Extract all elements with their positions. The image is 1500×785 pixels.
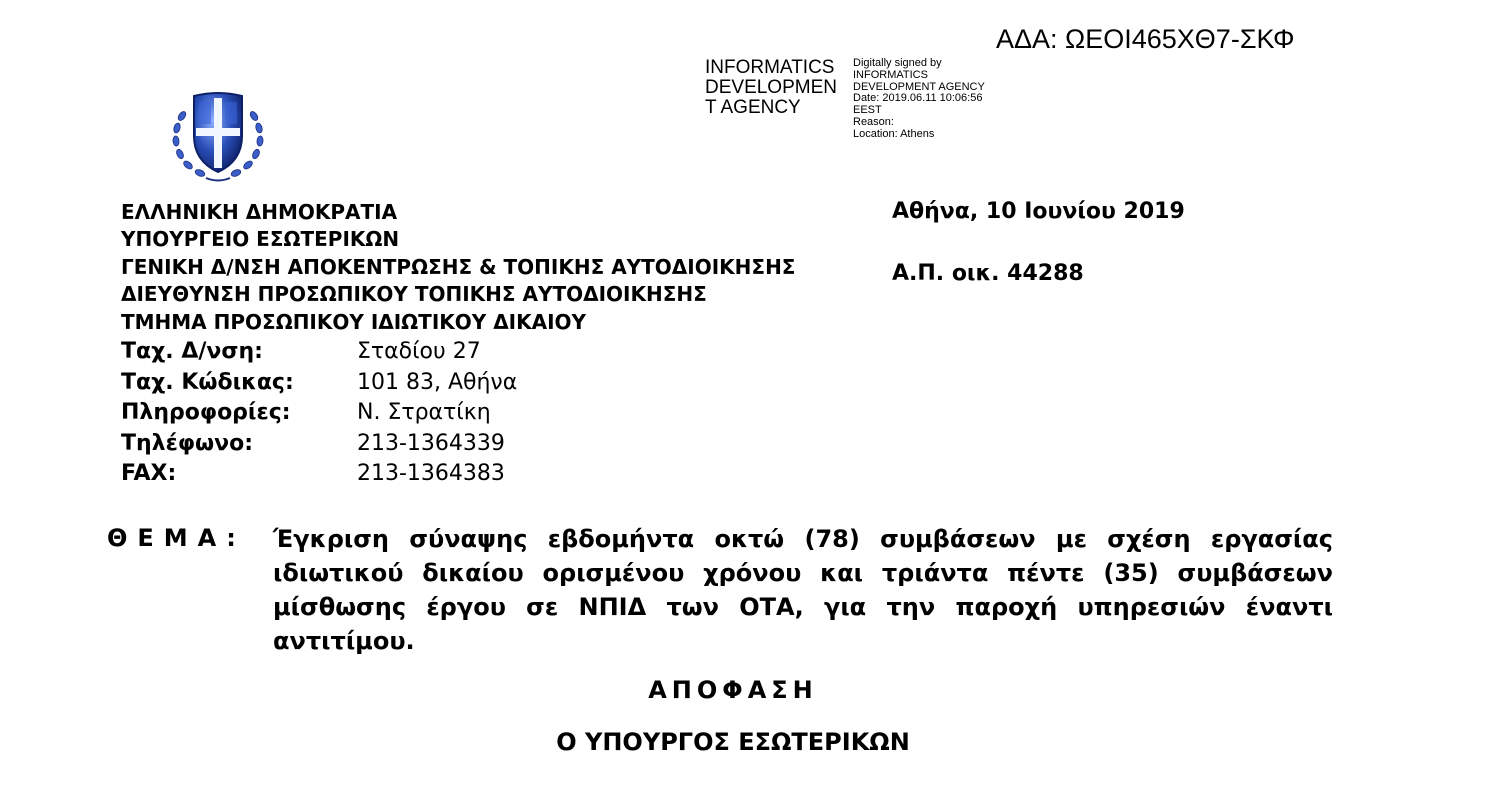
contact-value: 213-1364339 — [357, 430, 505, 456]
header-line: ΕΛΛΗΝΙΚΗ ΔΗΜΟΚΡΑΤΙΑ — [121, 200, 398, 224]
subject-text: Έγκριση σύναψης εβδομήντα οκτώ (78) συμβάσεων με σχέση εργασίας ιδιωτικού δικαίου ορισμένου χρόνου και τριάντα πέντε (35) συμβάσεων μίσθωσης έργου σε ΝΠΙΔ των ΟΤΑ, για την παροχή υπηρεσιών έναντι αντιτίμου. — [273, 525, 1333, 655]
subject-label: ΘΕΜΑ: — [107, 524, 246, 552]
contact-block — [121, 337, 517, 490]
signature-detail-line: Reason: — [853, 115, 894, 128]
signature-details — [853, 58, 985, 141]
signature-detail-line: Location: Athens — [853, 127, 935, 140]
contact-value: 101 83, Αθήνα — [357, 369, 518, 395]
contact-row — [121, 429, 517, 460]
contact-value: Ν. Στρατίκη — [357, 400, 491, 425]
contact-row — [121, 337, 517, 368]
contact-label: Τηλέφωνο: — [121, 430, 254, 456]
signature-detail-line: DEVELOPMENT AGENCY — [853, 80, 985, 93]
header-line: ΔΙΕΥΘΥΝΣΗ ΠΡΟΣΩΠΙΚΟΥ ΤΟΠΙΚΗΣ ΑΥΤΟΔΙΟΙΚΗΣΗΣ — [121, 282, 707, 307]
header-line: ΥΠΟΥΡΓΕΙΟ ΕΣΩΤΕΡΙΚΩΝ — [121, 227, 400, 252]
ada-code: ΑΔΑ: ΩΕΟΙ465ΧΘ7-ΣΚΦ — [996, 24, 1295, 54]
decision-title: ΑΠΟΦΑΣΗ — [648, 676, 818, 704]
contact-label: Ταχ. Κώδικας: — [121, 369, 294, 395]
signature-detail-line: Date: 2019.06.11 10:06:56 — [853, 92, 983, 105]
signature-signer — [705, 58, 837, 118]
contact-row — [121, 398, 517, 429]
protocol-number: Α.Π. οικ. 44288 — [892, 261, 1084, 286]
contact-label: Ταχ. Δ/νση: — [121, 339, 263, 364]
document-date: Αθήνα, 10 Ιουνίου 2019 — [892, 199, 1185, 224]
header-line: ΤΜΗΜΑ ΠΡΟΣΩΠΙΚΟΥ ΙΔΙΩΤΙΚΟΥ ΔΙΚΑΙΟΥ — [121, 309, 587, 334]
signature-detail-line: INFORMATICS — [853, 68, 928, 81]
contact-value: 213-1364383 — [357, 461, 505, 486]
greek-coat-of-arms-icon — [166, 86, 270, 186]
signer-line: INFORMATICS — [705, 57, 835, 78]
contact-label: Πληροφορίες: — [121, 400, 291, 425]
signature-detail-line: EEST — [853, 104, 882, 117]
header-line: ΓΕΝΙΚΗ Δ/ΝΣΗ ΑΠΟΚΕΝΤΡΩΣΗΣ & ΤΟΠΙΚΗΣ ΑΥΤΟΔΙΟΙΚΗΣΗΣ — [121, 254, 796, 279]
signer-line: T AGENCY — [705, 97, 801, 118]
contact-value: Σταδίου 27 — [357, 339, 481, 364]
contact-row — [121, 459, 517, 490]
signer-line: DEVELOPMEN — [705, 77, 837, 98]
signature-detail-line: Digitally signed by — [853, 57, 942, 69]
minister-title: Ο ΥΠΟΥΡΓΟΣ ΕΣΩΤΕΡΙΚΩΝ — [556, 728, 910, 756]
contact-row — [121, 368, 517, 399]
issuer-header — [121, 199, 795, 336]
contact-label: FAX: — [121, 461, 177, 486]
